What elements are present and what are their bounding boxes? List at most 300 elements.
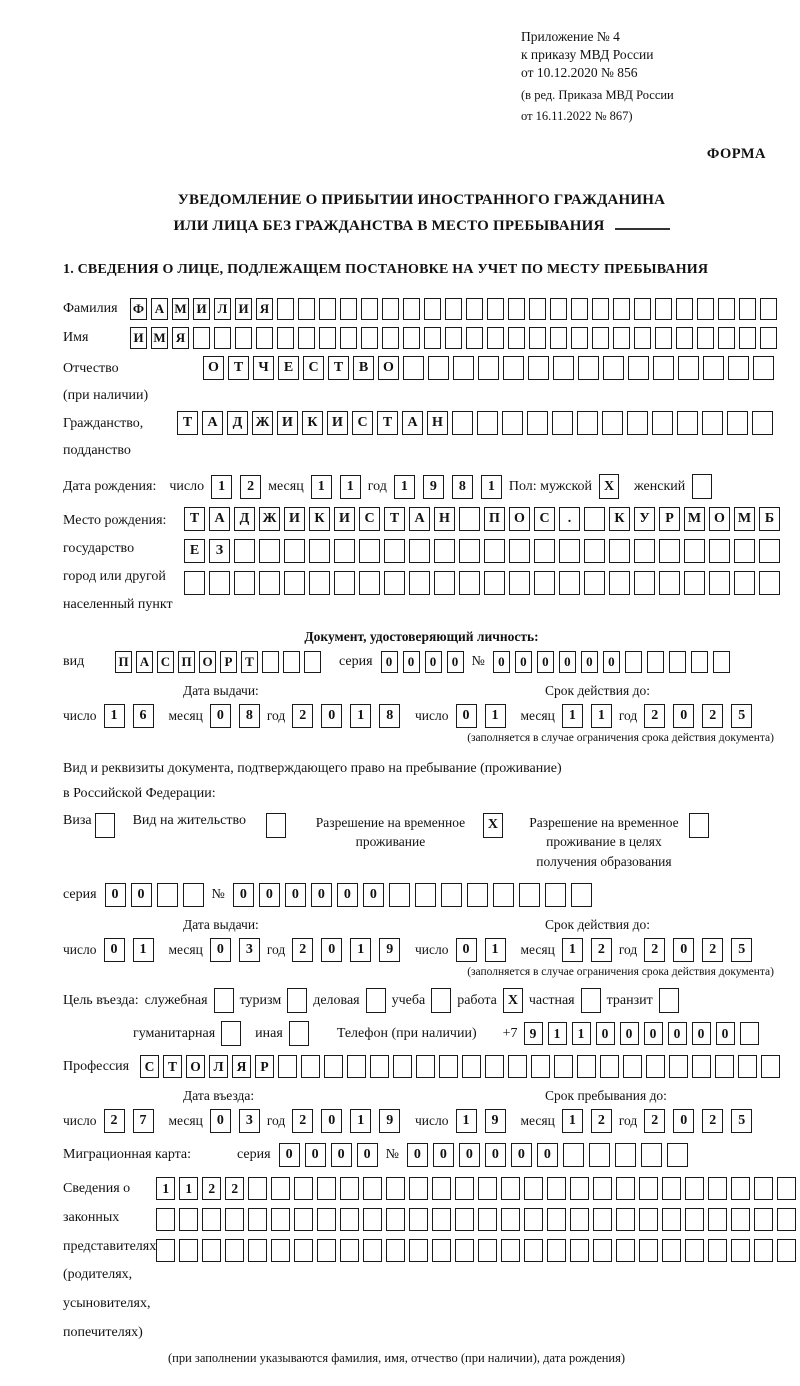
char-cell: 0 bbox=[511, 1143, 532, 1167]
char-cell bbox=[659, 571, 680, 595]
char-cell: 1 bbox=[350, 938, 371, 962]
residence-valid-month-label: месяц bbox=[520, 942, 555, 958]
char-cell: Р bbox=[220, 651, 237, 673]
char-cell: Ж bbox=[259, 507, 280, 531]
representatives-note: (при заполнении указываются фамилия, имя, отчество (при наличии), дата рождения) bbox=[168, 1351, 626, 1366]
char-cell bbox=[728, 356, 749, 380]
char-cell bbox=[317, 1177, 336, 1200]
temp-residence-edu-checkbox bbox=[689, 813, 709, 838]
char-cell bbox=[294, 1239, 313, 1262]
char-cell bbox=[639, 1208, 658, 1231]
char-cell: 2 bbox=[240, 475, 261, 499]
char-cell bbox=[202, 1208, 221, 1231]
title-blank-line bbox=[615, 213, 670, 230]
purpose-row bbox=[63, 988, 780, 1013]
temp-residence-edu-label: Разрешение на временное проживание в целях получения образования bbox=[529, 814, 679, 869]
purpose-row2 bbox=[63, 1021, 780, 1046]
char-cell bbox=[340, 1239, 359, 1262]
entry-dates bbox=[63, 1088, 780, 1133]
stay-month-label: месяц bbox=[520, 1113, 555, 1129]
migration-series-cells bbox=[279, 1143, 378, 1167]
stay-day-cells bbox=[456, 1109, 506, 1133]
char-cell bbox=[760, 327, 777, 349]
residence-doc-dates bbox=[63, 917, 780, 978]
citizenship-cells bbox=[177, 411, 773, 435]
char-cell bbox=[487, 327, 504, 349]
char-cell: А bbox=[136, 651, 153, 673]
residence-issue-year-cells bbox=[292, 938, 400, 962]
char-cell: 2 bbox=[702, 704, 723, 728]
purpose-opt-label: гуманитарная bbox=[133, 1025, 216, 1041]
validity-heading: Срок действия до: bbox=[545, 683, 650, 699]
stay-year-label: год bbox=[618, 1113, 638, 1129]
char-cell bbox=[718, 298, 735, 320]
char-cell bbox=[592, 298, 609, 320]
char-cell bbox=[459, 571, 480, 595]
char-cell bbox=[501, 1177, 520, 1200]
char-cell bbox=[684, 571, 705, 595]
char-cell: 0 bbox=[285, 883, 306, 907]
char-cell: 9 bbox=[423, 475, 444, 499]
char-cell: 1 bbox=[350, 704, 371, 728]
residence-issue-day-cells bbox=[104, 938, 154, 962]
char-cell: О bbox=[186, 1055, 205, 1078]
char-cell: В bbox=[353, 356, 374, 380]
char-cell: 0 bbox=[456, 938, 477, 962]
char-cell bbox=[304, 651, 321, 673]
char-cell: 2 bbox=[644, 704, 665, 728]
char-cell: 0 bbox=[459, 1143, 480, 1167]
char-cell bbox=[403, 327, 420, 349]
issue-year-cells bbox=[292, 704, 400, 728]
form-title-line1: УВЕДОМЛЕНИЕ О ПРИБЫТИИ ИНОСТРАННОГО ГРАЖДАНИНА bbox=[177, 192, 666, 209]
char-cell: 1 bbox=[485, 704, 506, 728]
char-cell bbox=[284, 539, 305, 563]
char-cell: С bbox=[534, 507, 555, 531]
char-cell bbox=[271, 1239, 290, 1262]
char-cell bbox=[359, 539, 380, 563]
char-cell: 9 bbox=[379, 1109, 400, 1133]
char-cell: 1 bbox=[156, 1177, 175, 1200]
migration-card-label: Миграционная карта: bbox=[63, 1147, 192, 1163]
char-cell bbox=[301, 1055, 320, 1078]
annex-edit-line: от 16.11.2022 № 867) bbox=[521, 108, 633, 123]
char-cell bbox=[659, 988, 679, 1013]
residence-permit-checkbox bbox=[266, 813, 286, 838]
char-cell: 2 bbox=[292, 704, 313, 728]
char-cell bbox=[409, 1208, 428, 1231]
residence-series-label: серия bbox=[63, 887, 97, 903]
char-cell bbox=[752, 411, 773, 435]
annex-line: к приказу МВД России bbox=[521, 47, 654, 63]
char-cell: 1 bbox=[548, 1022, 567, 1045]
char-cell bbox=[184, 571, 205, 595]
char-cell bbox=[248, 1239, 267, 1262]
char-cell bbox=[462, 1055, 481, 1078]
char-cell bbox=[366, 988, 386, 1013]
residence-issue-month-label: месяц bbox=[168, 942, 203, 958]
char-cell: С bbox=[359, 507, 380, 531]
purpose-opt-label: частная bbox=[528, 992, 575, 1008]
char-cell bbox=[759, 539, 780, 563]
purpose-opt-label: деловая bbox=[313, 992, 360, 1008]
char-cell bbox=[221, 1021, 241, 1046]
char-cell bbox=[639, 1177, 658, 1200]
char-cell bbox=[432, 1208, 451, 1231]
char-cell: 2 bbox=[202, 1177, 221, 1200]
char-cell: 3 bbox=[239, 1109, 260, 1133]
char-cell bbox=[524, 1208, 543, 1231]
char-cell bbox=[570, 1208, 589, 1231]
char-cell bbox=[659, 539, 680, 563]
char-cell: 0 bbox=[692, 1022, 711, 1045]
char-cell: 1 bbox=[179, 1177, 198, 1200]
char-cell bbox=[455, 1208, 474, 1231]
char-cell: 0 bbox=[456, 704, 477, 728]
char-cell bbox=[478, 1239, 497, 1262]
char-cell bbox=[386, 1208, 405, 1231]
char-cell bbox=[734, 539, 755, 563]
char-cell: 0 bbox=[673, 938, 694, 962]
char-cell: И bbox=[130, 327, 147, 349]
purpose-opt-checkbox bbox=[366, 988, 386, 1013]
purpose-opt-label: работа bbox=[457, 992, 497, 1008]
char-cell: 1 bbox=[456, 1109, 477, 1133]
char-cell: 0 bbox=[596, 1022, 615, 1045]
char-cell bbox=[563, 1143, 584, 1167]
char-cell bbox=[731, 1208, 750, 1231]
char-cell: 0 bbox=[515, 651, 532, 673]
char-cell: 5 bbox=[731, 1109, 752, 1133]
residence-valid-year-cells bbox=[644, 938, 752, 962]
char-cell bbox=[678, 356, 699, 380]
char-cell: П bbox=[115, 651, 132, 673]
char-cell: 9 bbox=[485, 1109, 506, 1133]
char-cell bbox=[225, 1208, 244, 1231]
char-cell bbox=[214, 327, 231, 349]
char-cell: 0 bbox=[337, 883, 358, 907]
char-cell: 0 bbox=[433, 1143, 454, 1167]
char-cell: 0 bbox=[321, 1109, 342, 1133]
char-cell: 2 bbox=[644, 1109, 665, 1133]
char-cell bbox=[634, 327, 651, 349]
validity-note: (заполняется в случае ограничения срока действия документа) bbox=[467, 732, 774, 745]
char-cell bbox=[753, 356, 774, 380]
char-cell: Я bbox=[232, 1055, 251, 1078]
char-cell: З bbox=[209, 539, 230, 563]
char-cell bbox=[669, 1055, 688, 1078]
char-cell bbox=[502, 411, 523, 435]
char-cell bbox=[309, 539, 330, 563]
char-cell bbox=[584, 507, 605, 531]
char-cell bbox=[534, 571, 555, 595]
char-cell bbox=[740, 1022, 759, 1045]
representatives-label: Сведения о законных представителях (родителях, усыновителях, попечителях) bbox=[63, 1181, 157, 1340]
residence-validity-heading: Срок действия до: bbox=[545, 917, 650, 933]
char-cell: 1 bbox=[562, 1109, 583, 1133]
char-cell bbox=[266, 813, 286, 838]
char-cell: Т bbox=[163, 1055, 182, 1078]
char-cell: 2 bbox=[104, 1109, 125, 1133]
issue-month-cells bbox=[210, 704, 260, 728]
valid-day-label: число bbox=[415, 708, 449, 724]
char-cell bbox=[655, 298, 672, 320]
char-cell: 0 bbox=[104, 938, 125, 962]
char-cell bbox=[416, 1055, 435, 1078]
char-cell bbox=[623, 1055, 642, 1078]
char-cell: Т bbox=[228, 356, 249, 380]
char-cell: О bbox=[378, 356, 399, 380]
char-cell: Р bbox=[659, 507, 680, 531]
char-cell bbox=[691, 651, 708, 673]
char-cell bbox=[403, 298, 420, 320]
residence-validity-group bbox=[415, 917, 780, 978]
char-cell bbox=[179, 1239, 198, 1262]
entry-day-label: число bbox=[63, 1113, 97, 1129]
temp-residence-label: Разрешение на временное проживание bbox=[315, 814, 466, 850]
annex-edit-line: (в ред. Приказа МВД России bbox=[521, 87, 674, 102]
char-cell bbox=[455, 1239, 474, 1262]
char-cell: И bbox=[334, 507, 355, 531]
char-cell: И bbox=[277, 411, 298, 435]
char-cell: 0 bbox=[233, 883, 254, 907]
char-cell bbox=[361, 327, 378, 349]
char-cell: М bbox=[684, 507, 705, 531]
char-cell bbox=[298, 327, 315, 349]
birth-month-label: месяц bbox=[268, 478, 304, 494]
char-cell: Т bbox=[184, 507, 205, 531]
char-cell bbox=[519, 883, 540, 907]
purpose-opt-checkbox bbox=[221, 1021, 241, 1046]
residence-series-cells bbox=[105, 883, 204, 907]
char-cell bbox=[777, 1208, 796, 1231]
char-cell: И bbox=[284, 507, 305, 531]
char-cell bbox=[641, 1143, 662, 1167]
char-cell: О bbox=[203, 356, 224, 380]
char-cell bbox=[553, 356, 574, 380]
char-cell bbox=[347, 1055, 366, 1078]
entry-year-label: год bbox=[266, 1113, 286, 1129]
char-cell bbox=[156, 1208, 175, 1231]
char-cell bbox=[370, 1055, 389, 1078]
stay-month-cells bbox=[562, 1109, 612, 1133]
name-label: Имя bbox=[63, 329, 89, 345]
char-cell bbox=[183, 883, 204, 907]
section1-heading: 1. СВЕДЕНИЯ О ЛИЦЕ, ПОДЛЕЖАЩЕМ ПОСТАНОВКЕ НА УЧЕТ ПО МЕСТУ ПРЕБЫВАНИЯ bbox=[63, 261, 709, 277]
char-cell bbox=[685, 1239, 704, 1262]
char-cell bbox=[234, 539, 255, 563]
char-cell bbox=[685, 1208, 704, 1231]
char-cell bbox=[324, 1055, 343, 1078]
identity-validity-group bbox=[415, 683, 780, 744]
char-cell bbox=[283, 651, 300, 673]
doc-kind-label: вид bbox=[63, 654, 85, 670]
char-cell: 0 bbox=[716, 1022, 735, 1045]
char-cell bbox=[754, 1177, 773, 1200]
char-cell: 0 bbox=[673, 704, 694, 728]
purpose-opt-checkbox bbox=[289, 1021, 309, 1046]
char-cell: Д bbox=[234, 507, 255, 531]
char-cell: 1 bbox=[562, 704, 583, 728]
char-cell bbox=[667, 1143, 688, 1167]
char-cell bbox=[547, 1239, 566, 1262]
char-cell: С bbox=[303, 356, 324, 380]
char-cell: 0 bbox=[668, 1022, 687, 1045]
char-cell bbox=[529, 298, 546, 320]
char-cell bbox=[234, 571, 255, 595]
char-cell: Е bbox=[184, 539, 205, 563]
char-cell: 0 bbox=[279, 1143, 300, 1167]
char-cell: О bbox=[509, 507, 530, 531]
char-cell: 0 bbox=[485, 1143, 506, 1167]
char-cell bbox=[655, 327, 672, 349]
birth-day-label: число bbox=[169, 478, 205, 494]
char-cell bbox=[550, 298, 567, 320]
char-cell bbox=[277, 298, 294, 320]
annex-header bbox=[521, 28, 766, 124]
char-cell: Б bbox=[759, 507, 780, 531]
sex-male-label: Пол: мужской bbox=[508, 478, 593, 494]
residence-intro-line2: в Российской Федерации: bbox=[63, 786, 216, 802]
char-cell bbox=[708, 1239, 727, 1262]
char-cell bbox=[382, 298, 399, 320]
residence-options-row bbox=[63, 813, 780, 872]
char-cell: Ж bbox=[252, 411, 273, 435]
surname-label: Фамилия bbox=[63, 300, 118, 316]
char-cell bbox=[571, 298, 588, 320]
char-cell bbox=[600, 1055, 619, 1078]
valid-year-cells bbox=[644, 704, 752, 728]
char-cell bbox=[531, 1055, 550, 1078]
annex-line: Приложение № 4 bbox=[521, 29, 620, 44]
char-cell bbox=[524, 1239, 543, 1262]
issue-month-label: месяц bbox=[168, 708, 203, 724]
purpose-opt-label: транзит bbox=[606, 992, 653, 1008]
char-cell bbox=[445, 327, 462, 349]
char-cell bbox=[248, 1177, 267, 1200]
char-cell: Д bbox=[227, 411, 248, 435]
char-cell bbox=[445, 298, 462, 320]
char-cell bbox=[317, 1239, 336, 1262]
char-cell: 1 bbox=[350, 1109, 371, 1133]
char-cell bbox=[157, 883, 178, 907]
residence-issue-day-label: число bbox=[63, 942, 97, 958]
char-cell bbox=[501, 1239, 520, 1262]
char-cell bbox=[713, 651, 730, 673]
issue-heading: Дата выдачи: bbox=[183, 683, 259, 699]
char-cell bbox=[738, 1055, 757, 1078]
char-cell: Ч bbox=[253, 356, 274, 380]
char-cell bbox=[259, 571, 280, 595]
char-cell: Т bbox=[241, 651, 258, 673]
char-cell bbox=[459, 539, 480, 563]
profession-cells bbox=[140, 1055, 780, 1078]
char-cell: 0 bbox=[537, 1143, 558, 1167]
name-row bbox=[63, 327, 780, 349]
char-cell bbox=[179, 1208, 198, 1231]
char-cell: Л bbox=[209, 1055, 228, 1078]
residence-validity-note: (заполняется в случае ограничения срока действия документа) bbox=[467, 966, 774, 979]
char-cell bbox=[334, 539, 355, 563]
char-cell bbox=[508, 1055, 527, 1078]
char-cell: 0 bbox=[403, 651, 420, 673]
char-cell: И bbox=[327, 411, 348, 435]
char-cell bbox=[685, 1177, 704, 1200]
stay-day-label: число bbox=[415, 1113, 449, 1129]
char-cell: 0 bbox=[210, 938, 231, 962]
birth-date-row bbox=[63, 474, 780, 499]
char-cell: К bbox=[609, 507, 630, 531]
char-cell bbox=[628, 356, 649, 380]
char-cell bbox=[584, 571, 605, 595]
birth-place-label: Место рождения: государство город или другой населенный пункт bbox=[63, 513, 173, 613]
char-cell: 2 bbox=[591, 938, 612, 962]
char-cell: 2 bbox=[225, 1177, 244, 1200]
char-cell bbox=[298, 298, 315, 320]
char-cell bbox=[702, 411, 723, 435]
char-cell bbox=[309, 571, 330, 595]
char-cell: 2 bbox=[591, 1109, 612, 1133]
char-cell: Е bbox=[278, 356, 299, 380]
char-cell: 0 bbox=[105, 883, 126, 907]
char-cell bbox=[603, 356, 624, 380]
char-cell bbox=[409, 539, 430, 563]
char-cell bbox=[403, 356, 424, 380]
char-cell bbox=[616, 1177, 635, 1200]
entry-month-cells bbox=[210, 1109, 260, 1133]
char-cell bbox=[615, 1143, 636, 1167]
char-cell bbox=[545, 883, 566, 907]
char-cell: 3 bbox=[239, 938, 260, 962]
char-cell bbox=[202, 1239, 221, 1262]
char-cell: М bbox=[734, 507, 755, 531]
char-cell bbox=[409, 1239, 428, 1262]
issue-day-cells bbox=[104, 704, 154, 728]
char-cell: 8 bbox=[452, 475, 473, 499]
char-cell: 0 bbox=[210, 1109, 231, 1133]
char-cell bbox=[453, 356, 474, 380]
char-cell bbox=[434, 539, 455, 563]
phone-prefix: +7 bbox=[502, 1025, 518, 1041]
char-cell: М bbox=[172, 298, 189, 320]
char-cell bbox=[214, 988, 234, 1013]
char-cell bbox=[156, 1239, 175, 1262]
patronymic-cells bbox=[203, 356, 774, 380]
char-cell bbox=[646, 1055, 665, 1078]
char-cell bbox=[731, 1177, 750, 1200]
char-cell bbox=[652, 411, 673, 435]
char-cell bbox=[359, 571, 380, 595]
char-cell: Я bbox=[256, 298, 273, 320]
char-cell bbox=[508, 327, 525, 349]
char-cell: 0 bbox=[493, 651, 510, 673]
char-cell bbox=[529, 327, 546, 349]
char-cell bbox=[534, 539, 555, 563]
char-cell bbox=[262, 651, 279, 673]
char-cell bbox=[677, 411, 698, 435]
citizenship-label: Гражданство, подданство bbox=[63, 416, 144, 458]
char-cell: 0 bbox=[357, 1143, 378, 1167]
form-title bbox=[63, 189, 780, 238]
char-cell bbox=[616, 1208, 635, 1231]
char-cell bbox=[340, 1177, 359, 1200]
char-cell bbox=[501, 1208, 520, 1231]
char-cell bbox=[424, 298, 441, 320]
char-cell: Л bbox=[214, 298, 231, 320]
char-cell: А bbox=[209, 507, 230, 531]
char-cell bbox=[484, 571, 505, 595]
char-cell: 1 bbox=[211, 475, 232, 499]
